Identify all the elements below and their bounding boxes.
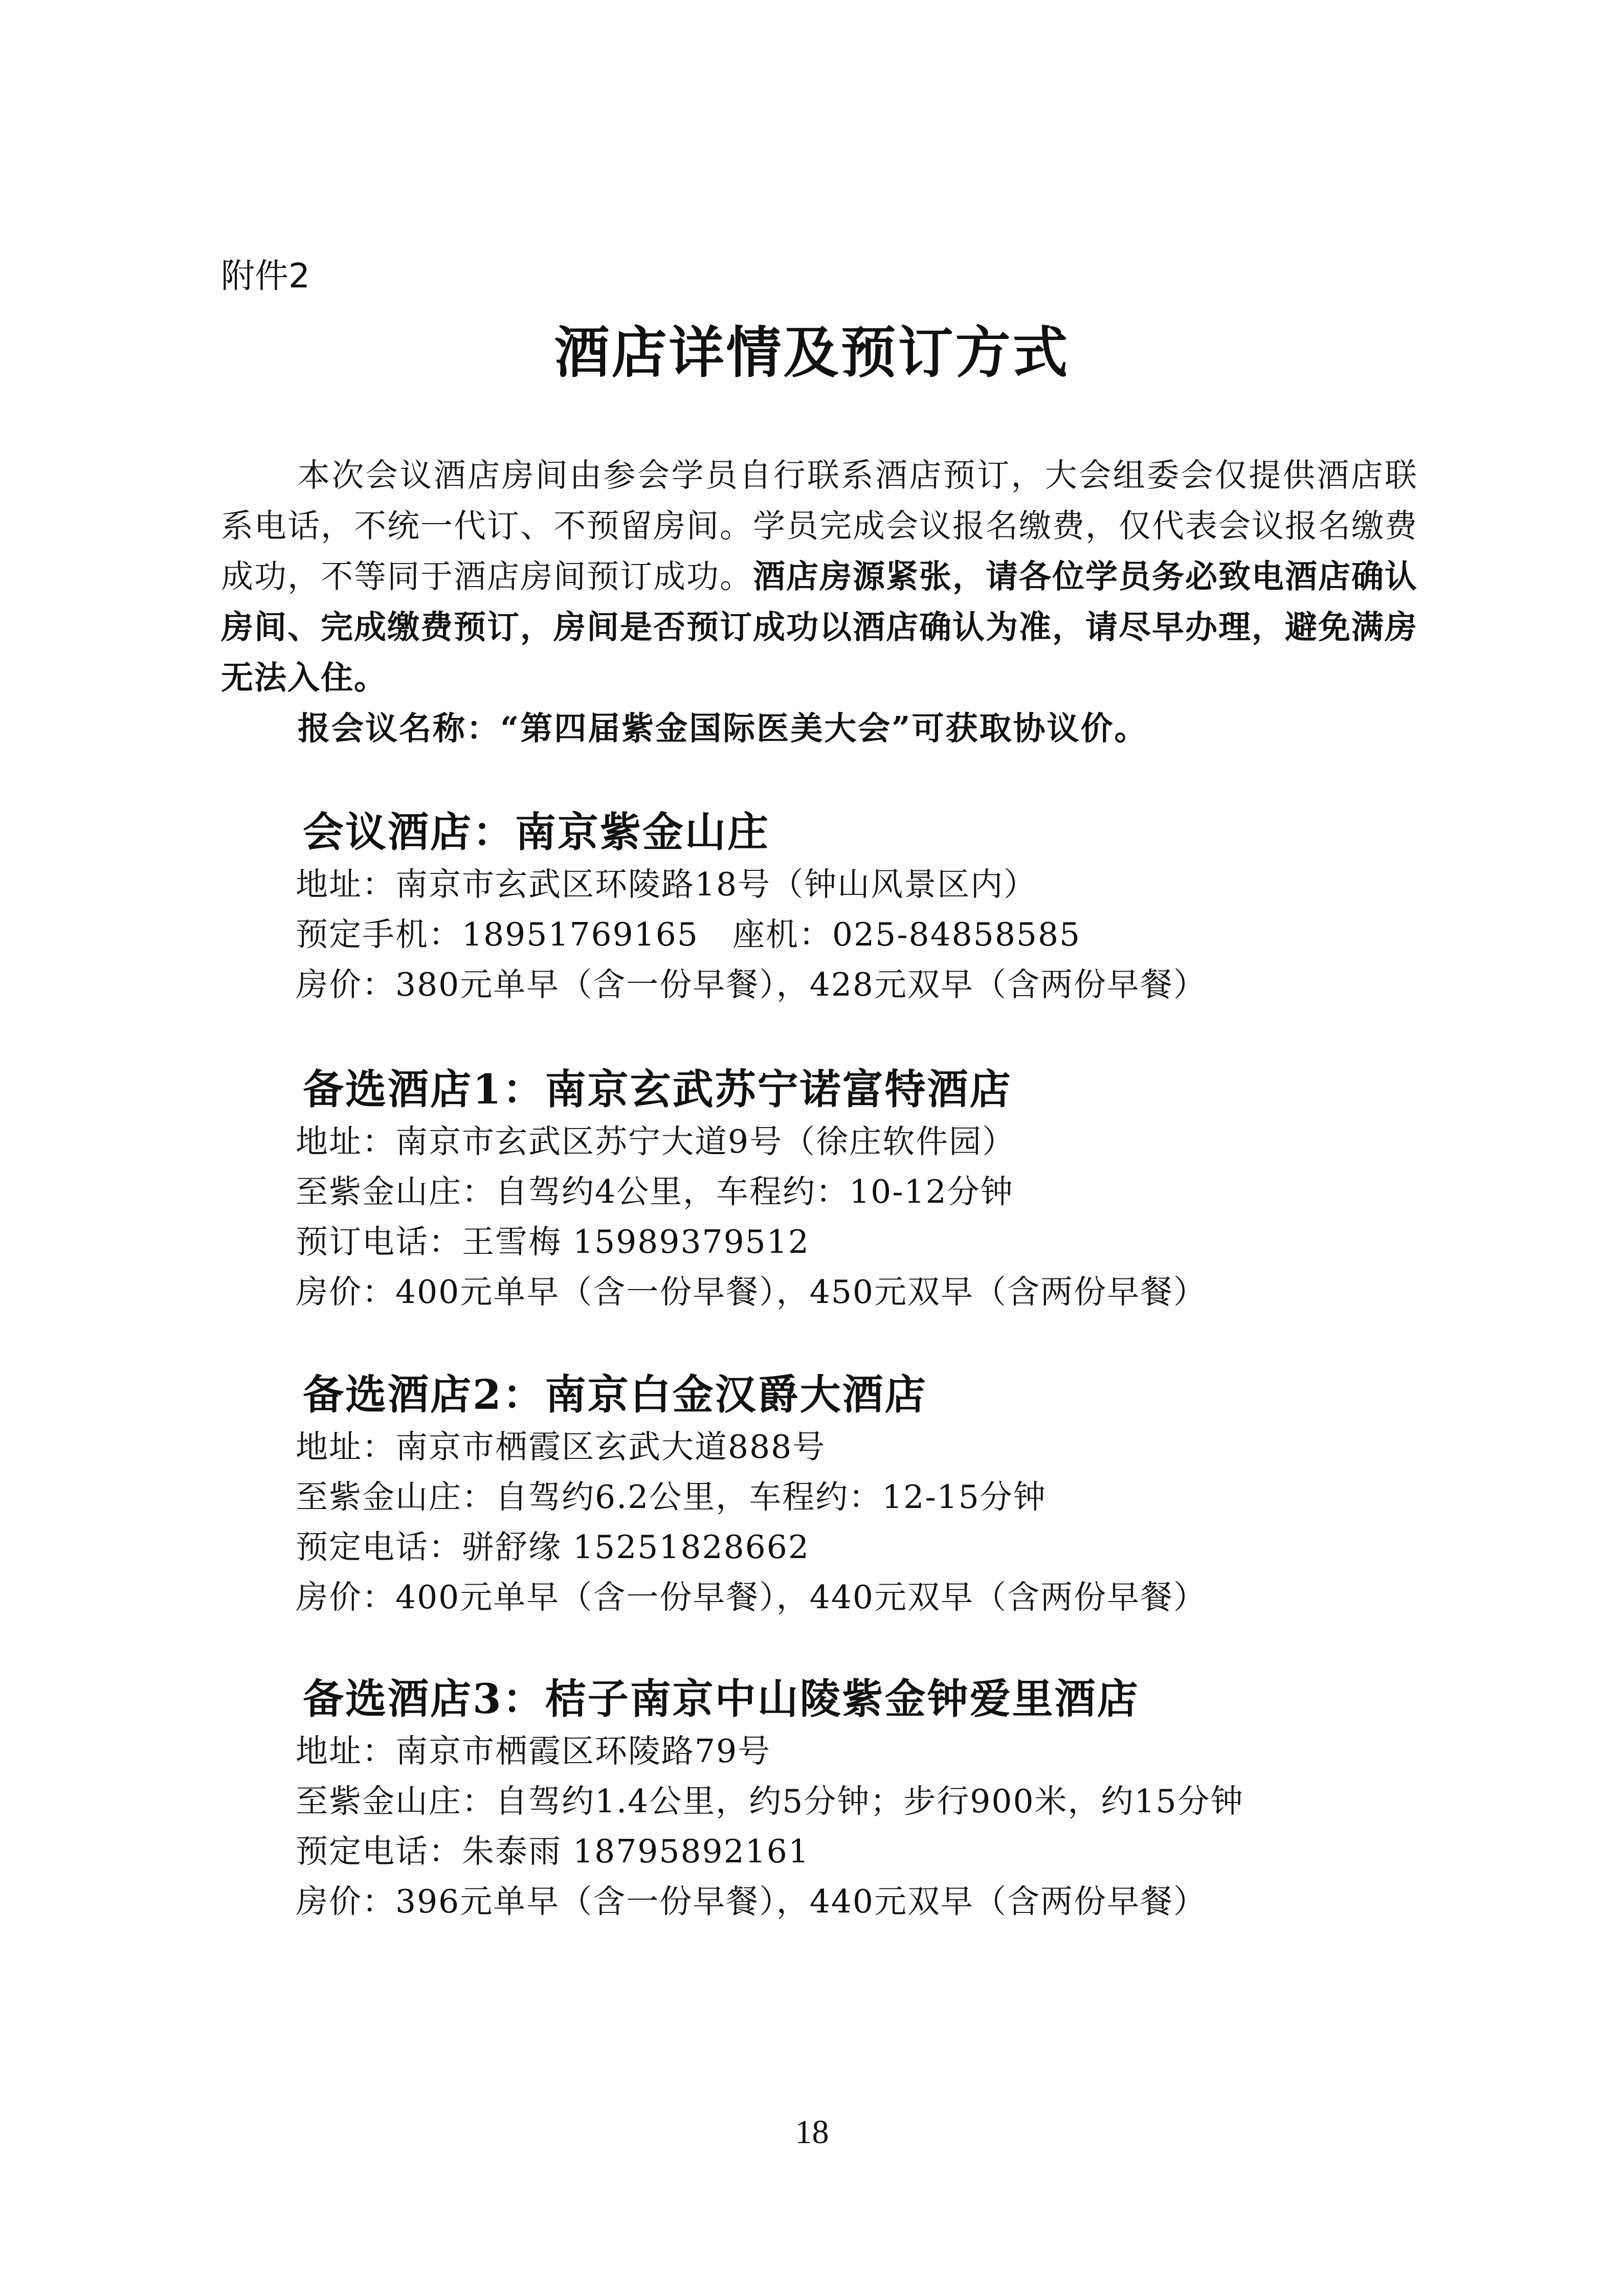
conference-name-note: 报会议名称：“第四届紫金国际医美大会”可获取协议价。 [298,709,1148,747]
hotel-address: 地址：南京市栖霞区玄武大道888号 [296,1428,826,1466]
hotel-title: 备选酒店1：南京玄武苏宁诺富特酒店 [303,1065,1012,1113]
hotel-phone: 预定电话：朱泰雨 18795892161 [296,1833,810,1870]
hotel-price: 房价：380元单早（含一份早餐），428元双早（含两份早餐） [296,966,1207,1003]
intro-bold-text: 酒店房源紧张，请各位学员务必致电酒店确认房间、完成缴费预订，房间是否预订成功以酒店确认为准，请尽早办理，避免满房无法入住。 [221,557,1418,696]
hotel-section-alt-2 [296,1368,1472,1623]
hotel-phone: 预定电话：骈舒缘 15251828662 [296,1528,810,1566]
hotel-section-alt-3 [296,1672,1472,1927]
hotel-distance: 至紫金山庄：自驾约4公里，车程约：10-12分钟 [296,1173,1014,1210]
hotel-address: 地址：南京市栖霞区环陵路79号 [296,1732,771,1770]
page-number: 18 [795,2113,829,2151]
intro-paragraph [221,450,1418,703]
hotel-price: 房价：400元单早（含一份早餐），440元双早（含两份早餐） [296,1579,1207,1616]
hotel-title: 会议酒店：南京紫金山庄 [303,808,770,856]
hotel-title: 备选酒店2：南京白金汉爵大酒店 [303,1370,927,1419]
intro-normal-text: 本次会议酒店房间由参会学员自行联系酒店预订，大会组委会仅提供酒店联系电话，不统一代订、不预留房间。学员完成会议报名缴费，仅代表会议报名缴费成功，不等同于酒店房间预订成功。 [221,457,1418,595]
hotel-distance: 至紫金山庄：自驾约1.4公里，约5分钟；步行900米，约15分钟 [296,1783,1244,1820]
attachment-label: 附件2 [221,256,310,296]
hotel-address: 地址：南京市玄武区苏宁大道9号（徐庄软件园） [296,1123,1016,1160]
hotel-phone: 预订电话：王雪梅 15989379512 [296,1223,810,1260]
hotel-price: 房价：400元单早（含一份早餐），450元双早（含两份早餐） [296,1273,1207,1311]
hotel-phone: 预定手机：18951769165 座机：025-84858585 [296,916,1081,953]
hotel-distance: 至紫金山庄：自驾约6.2公里，车程约：12-15分钟 [296,1478,1047,1516]
page-title: 酒店详情及预订方式 [554,321,1070,385]
hotel-title: 备选酒店3：桔子南京中山陵紫金钟爱里酒店 [303,1675,1140,1723]
hotel-section-alt-1 [296,1063,1472,1317]
hotel-address: 地址：南京市玄武区环陵路18号（钟山风景区内） [296,866,1037,903]
hotel-section-main [296,805,1472,1010]
hotel-price: 房价：396元单早（含一份早餐），440元双早（含两份早餐） [296,1883,1207,1920]
